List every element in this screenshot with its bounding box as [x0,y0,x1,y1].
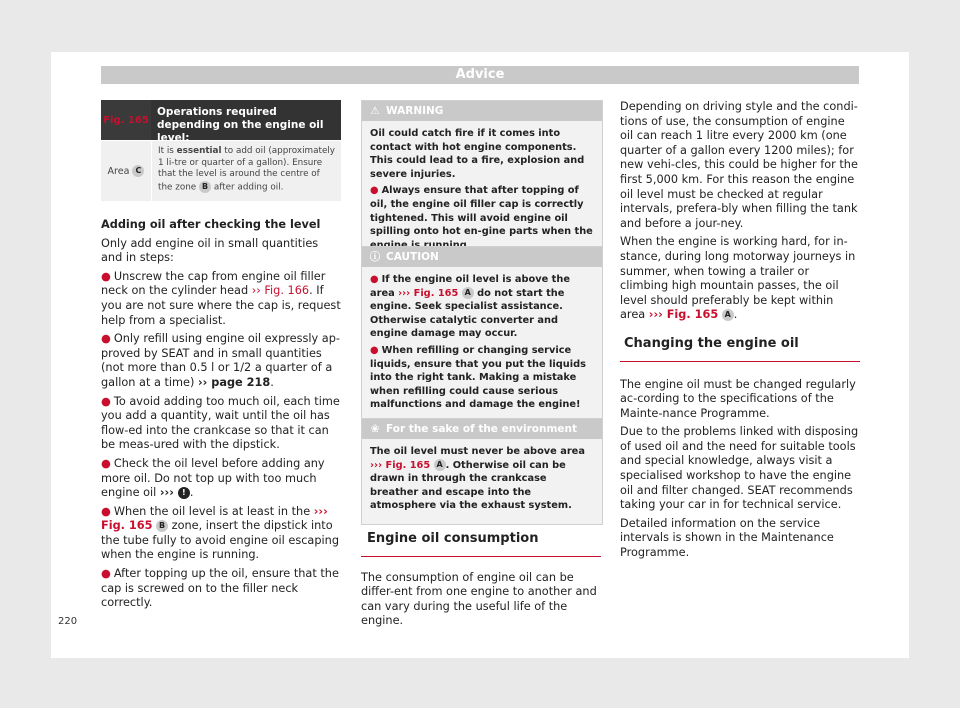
row-text-tail: after adding oil. [211,182,284,192]
environment-body [362,439,602,524]
right-column [620,100,860,565]
left-column [101,218,341,615]
environment-header [362,419,602,439]
bullet-dipstick: ● When the oil level is at least in the ››› Fig. 165 B zone, insert the dipstick into the tube fully to avoid engine oil escaping when the engine is running. [101,504,339,562]
fig-165-link[interactable]: ››› Fig. 165 [648,308,719,322]
warning-ref-icon: ! [178,487,190,499]
environment-box [361,418,603,525]
page-218-link[interactable]: ›› page 218 [198,375,271,389]
b1-text: Unscrew the cap from engine oil filler neck on the cylinder head [101,269,326,298]
area-c-marker: C [132,165,144,177]
caution-p1-pre: If the engine oil level is above the area [370,274,570,299]
table-header [101,100,341,144]
table-header-text: Operations required depending on the engine oil level: [157,106,324,144]
right-p5: Detailed information on the service intervals is shown in the Maintenance Programme. [620,516,834,560]
bullet-topping: ● After topping up the oil, ensure that the cap is screwed on to the filler neck correctly. [101,567,339,610]
environment-p1 [370,445,594,513]
fig-166-link[interactable]: ›› Fig. 166 [251,284,310,298]
env-p1-post: . Otherwise oil can be drawn in through the crankcase breather and escape into the atmosphere via the exhaust system. [370,459,572,512]
adding-oil-intro: Only add engine oil in small quantities and in steps: [101,236,319,265]
warning-box [361,100,603,264]
adding-oil-heading: Adding oil after checking the level [101,218,321,231]
caution-p2: ● When refilling or changing service liquids, ensure that you put the liquids into the right tank. Making a mistake when refilling could cause serious malfunctions and damage the engine! [370,344,586,411]
right-p2 [620,235,860,323]
warning-triangle-icon: ⚠ [370,105,380,117]
bullet-unscrew: ● Unscrew the cap from engine oil filler neck on the cylinder head ›› Fig. 166. If you are not sure where the cap is, request help from a specialist. [101,269,341,327]
right-p1: Depending on driving style and the condi-tions of use, the consumption of engine oil can reach 1 litre every 2000 km (one quarter of a gallon every 1200 miles); for new vehi-cles, this could be higher for the first 5,000 km. For this reason the engine oil level must be checked at regular intervals, prefera-bly when filling the tank and before a jour-ney. [620,100,858,230]
bullet-check: ● Check the oil level before adding any more oil. Do not top up with too much engine oil ››› ! . [101,456,325,500]
b2-text: Only refill using engine oil expressly ap-proved by SEAT and in small quantities (not more than 0.5 l or 1/2 a quarter of a gallon at a time) [101,332,340,389]
section-header: Advice [101,66,859,84]
b2-post: . [270,375,274,389]
area-a-marker: A [462,287,474,299]
environment-leaf-icon: ❀ [370,423,380,435]
environment-title: For the sake of the environment [386,423,578,435]
consumption-heading: Engine oil consumption [361,532,601,557]
caution-title: CAUTION [386,251,439,263]
page-number: 220 [58,616,78,627]
table-header-fig: Fig. 165 [101,100,151,140]
table-row-label [101,141,151,201]
oil-level-table [101,100,341,201]
warning-body [362,121,602,263]
warning-header [362,101,602,121]
b5-post: zone, insert the dipstick into the tube fully to avoid engine oil escaping when the engine is running. [101,519,339,562]
warning-p2-text: Always ensure that after topping of oil, the engine oil filler cap is correctly tightened. This will avoid engine oil spilling onto hot en-gine parts when the [370,185,593,238]
right-p4: Due to the problems linked with disposing of used oil and the need for suitable tools and special knowledge, always visit a specialised workshop to have the engine oil and filter changed. SEAT recommends taking your car in for technical service. [620,425,859,512]
fig-165-link[interactable]: ››› Fig. 165 [370,459,431,471]
warning-p2: ● Always ensure that after topping of oil, the engine oil filler cap is correctly tightened. This will avoid engine oil spilling onto hot en-gine parts when the [370,184,594,252]
caution-p1: ● If the engine oil level is above the area ››› Fig. 165 A do not start the engine. Seek specialist assistance. Otherwise catalytic converter and engine damage may occur. [370,274,570,340]
env-p1-pre: The oil level must never be above area [370,446,585,457]
b3-text: To avoid adding too much oil, each time you add a quantity, wait until the oil has flow-ed into the crankcase so that it can be meas-ured with the dipstick. [101,394,340,452]
table-row [101,140,341,201]
bullet-avoid: ● To avoid adding too much oil, each time you add a quantity, wait until the oil has flow-ed into the crankcase so that it can be meas-ured with the dipstick. [101,394,340,452]
consumption-section [361,532,601,633]
zone-b-marker: B [199,181,211,193]
table-row-text [151,141,341,201]
caution-p1-post: do not start the engine. Seek specialist assistance. Otherwise catalytic converter and engine damage may occur. [370,287,565,340]
fig-165-link[interactable]: ››› Fig. 165 [101,504,328,533]
right-p2-pre: When the engine is working hard, for in-stance, during long motorway journeys in summer, when towing a trailer or climbing high mountain passes, the oil level should preferably be kept within area [620,235,856,322]
right-p2-post: . [733,308,738,322]
caution-p2-text: When refilling or changing service liquids, ensure that you put the liquids into the right tank. Making a mistake when refilling could cause serious malfunctions and damage the engine! [370,344,586,411]
b5-text: When the oil level is at least in the [113,504,314,518]
caution-circle-icon: ⓘ [369,251,381,263]
caution-body [362,267,602,423]
warning-p1: Oil could catch fire if it comes into contact with hot engine components. This could lead to a fire, explosion and severe injuries. [370,128,585,180]
area-label: Area [107,165,130,177]
consumption-p1: The consumption of engine oil can be differ-ent from one engine to another and can vary during the useful life of the engine. [361,570,597,628]
right-p3: The engine oil must be changed regularly ac-cording to the specifications of the Mainte-nance Programme. [620,377,856,420]
bullet-refill: ● Only refill using engine oil expressly ap-proved by SEAT and in small quantities (not more than 0.5 l or 1/2 a quarter of a gallon at a time) ›› page 218. [101,332,340,389]
row-text-bold: essential [176,146,222,156]
area-a-marker: A [434,459,446,471]
row-text-pre: It is [158,146,177,156]
zone-b-marker: B [156,520,168,532]
area-a-marker: A [722,309,734,321]
warning-link[interactable]: ››› [159,486,178,500]
changing-oil-heading: Changing the engine oil [620,337,860,362]
caution-box [361,246,603,424]
caution-header [362,247,602,267]
warning-title: WARNING [386,105,444,117]
row-text-post: to add oil (approximately 1 li-tre or quarter of a gallon). Ensure that the level is around the centre of the zone [158,146,336,192]
fig-165-link[interactable]: ››› Fig. 165 [398,287,459,299]
b4-text: Check the oil level before adding any more oil. Do not top up with too much engine oil [101,456,325,500]
b6-text: After topping up the oil, ensure that the cap is screwed on to the filler neck correctly. [101,567,339,610]
b1-post: . If you are not sure where the cap is, request help from a specialist. [101,284,341,327]
